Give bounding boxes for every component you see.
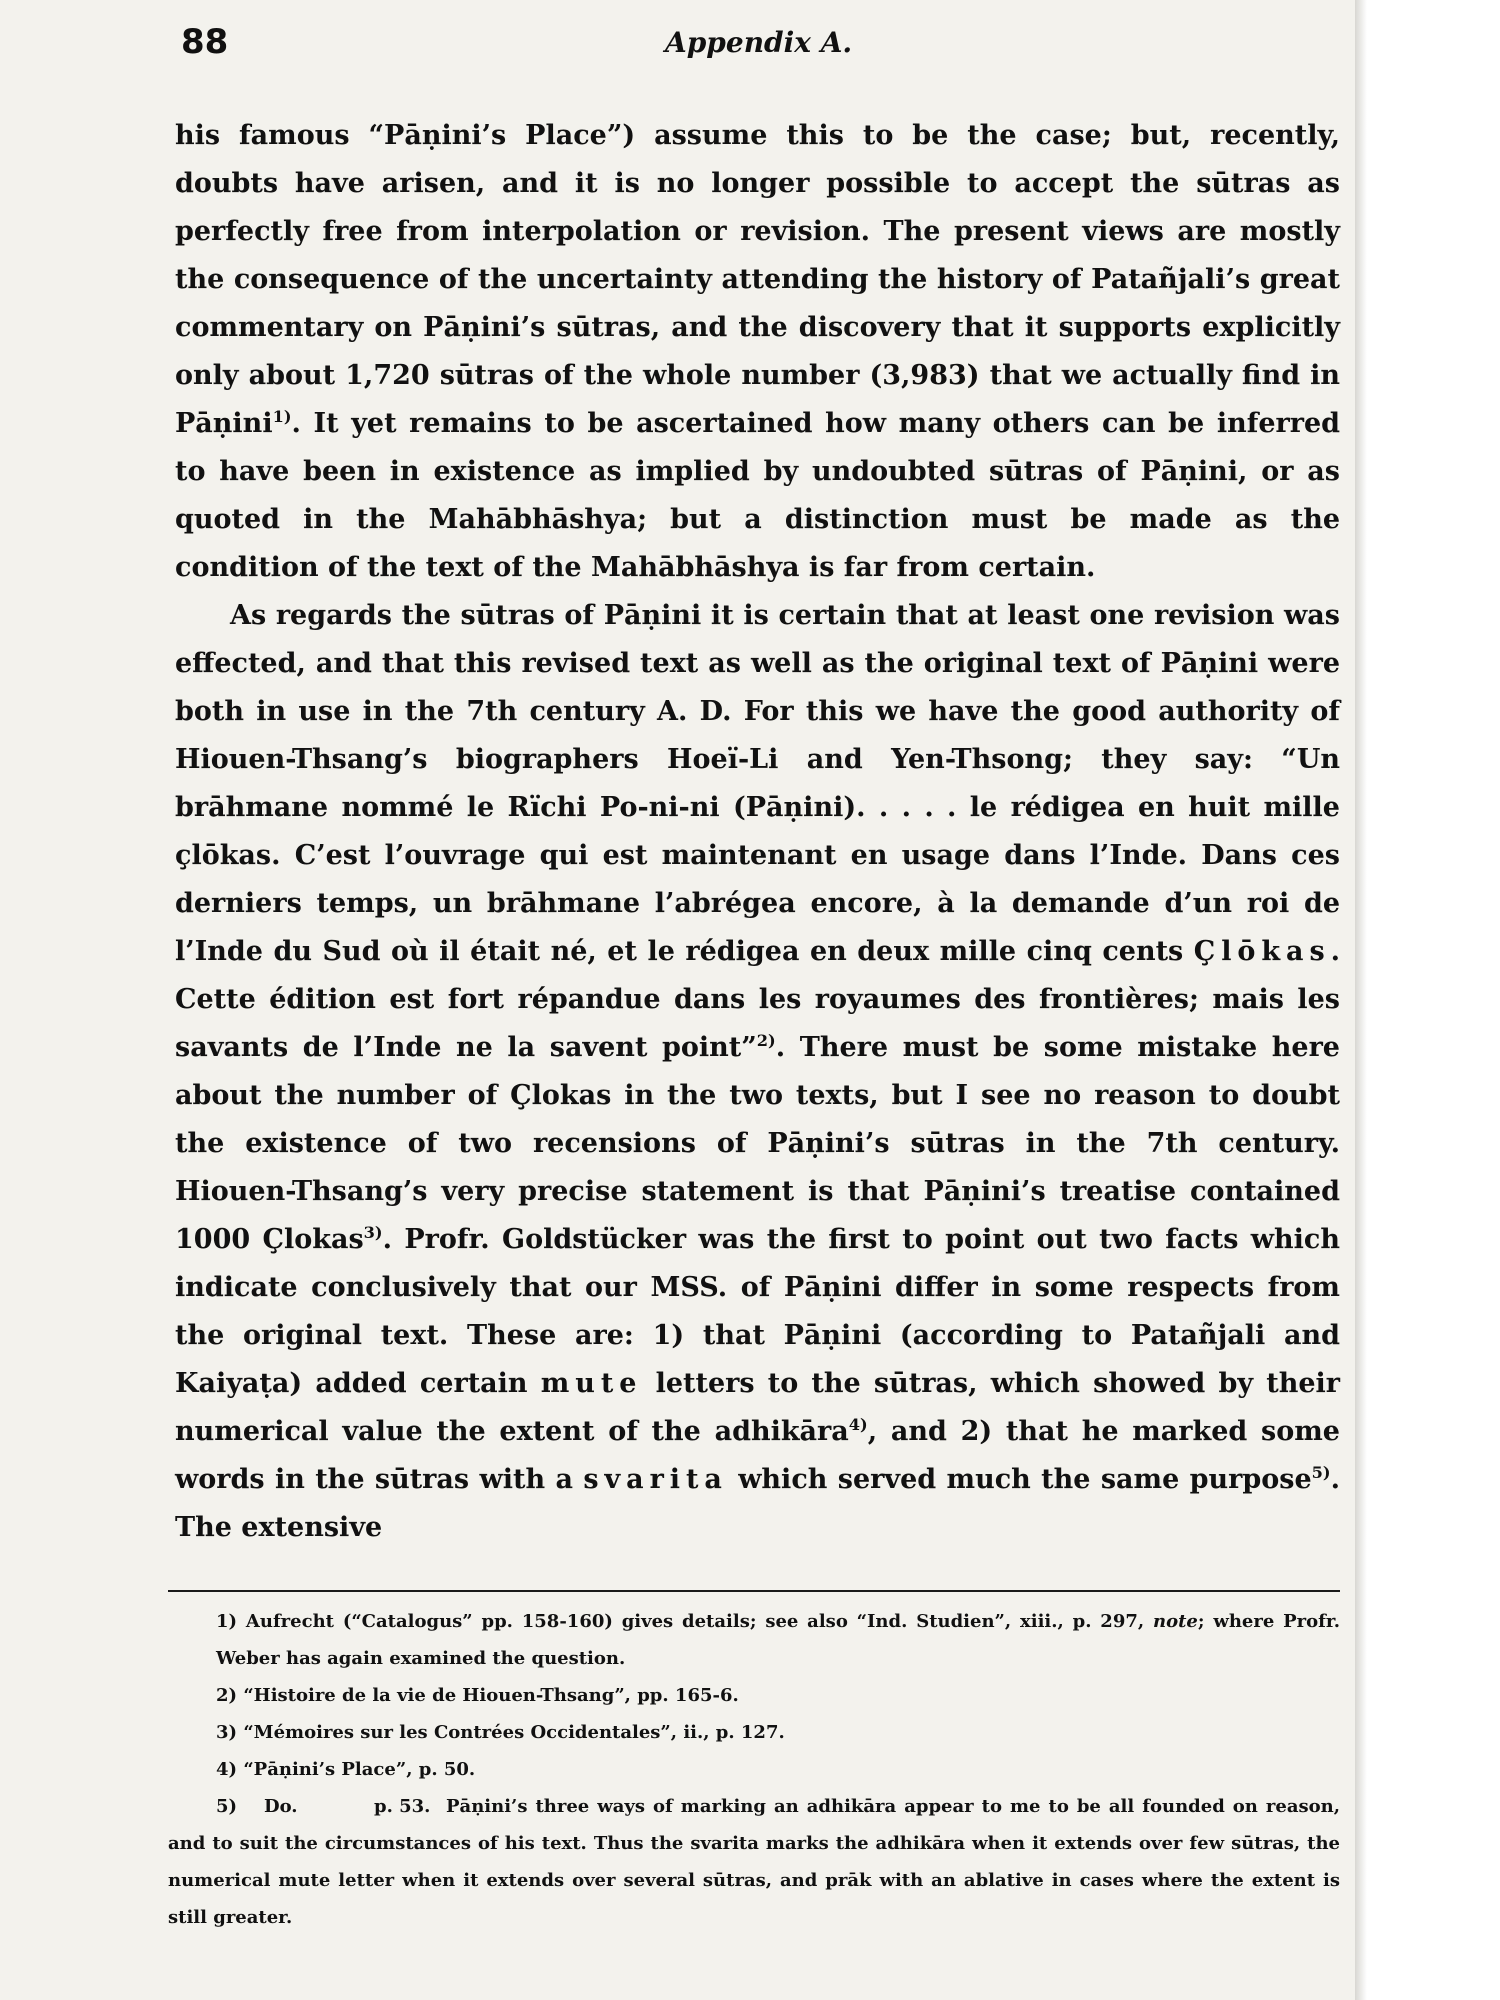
footnote-3-number: 3) bbox=[216, 1722, 238, 1743]
paragraph-2-text-g: which served much the same purpose bbox=[738, 1464, 1312, 1495]
footnote-rule bbox=[168, 1590, 1340, 1592]
paragraph-2-text-b: . Cette édition est fort répandue dans les royaumes des frontières; mais les savants de l’Inde ne la savent point” bbox=[175, 936, 1340, 1063]
footnote-2-text: “Histoire de la vie de Hiouen-Thsang”, pp. 165-6. bbox=[243, 1685, 739, 1706]
paragraph-2-text-f: , and 2) that he marked some words in the sūtras with a bbox=[175, 1416, 1340, 1495]
footnote-3 bbox=[168, 1714, 1340, 1751]
footnote-5-page: p. 53. bbox=[374, 1796, 431, 1817]
paragraph-2-text-d: . Profr. Goldstücker was the first to point out two facts which indicate conclusively that our MSS. of Pāṇini differ in some respects from the original text. These are: 1) that Pāṇini (according to Patañjali and Kaiyaṭa) added certain bbox=[175, 1224, 1340, 1399]
footnote-1-text-b: ; where Profr. Weber has again examined the question. bbox=[216, 1611, 1340, 1669]
footnote-1-text-a: Aufrecht (“Catalogus” pp. 158-160) gives details; see also “Ind. Studien”, xiii., p. 297, bbox=[245, 1611, 1145, 1632]
footnote-4 bbox=[168, 1751, 1340, 1788]
footnote-ref-5: 5) bbox=[1311, 1463, 1331, 1482]
footnote-ref-4: 4) bbox=[848, 1415, 868, 1434]
footnote-ref-3: 3) bbox=[363, 1223, 383, 1242]
footnote-5-ditto: Do. bbox=[264, 1796, 298, 1817]
footnote-ref-1: 1) bbox=[272, 407, 292, 426]
paragraph-1-text-b: . It yet remains to be ascertained how many others can be inferred to have been in existence as implied by undoubted sūtras of Pāṇini, or as quoted in the Mahābhāshya; but a distinction must be made as the condition of the text of the Mahābhāshya is far from certain. bbox=[175, 408, 1340, 583]
paragraph-1-text-a: his famous “Pāṇini’s Place”) assume this to be the case; but, recently, doubts have arisen, and it is no longer possible to accept the sūtras as perfectly free from interpolation or revision. The present views are mostly the consequence of the uncertainty attending the history of Patañjali’s great commentary on Pāṇini’s sūtras, and the discovery that it supports explicitly only about 1,720 sūtras of the whole number (3,983) that we actually find in Pāṇini bbox=[175, 120, 1340, 439]
footnotes bbox=[168, 1603, 1340, 1936]
paragraph-2-text-c: . There must be some mistake here about the number of Çlokas in the two texts, but I see no reason to doubt the existence of two recensions of Pāṇini’s sūtras in the 7th century. Hiouen-Thsang’s very precise statement is that Pāṇini’s treatise contained 1000 Çlokas bbox=[175, 1032, 1340, 1255]
footnote-1 bbox=[168, 1603, 1340, 1677]
footnote-ref-2: 2) bbox=[756, 1031, 776, 1050]
footnote-1-note-word: note bbox=[1153, 1611, 1198, 1632]
page-number: 88 bbox=[181, 22, 229, 62]
paragraph-2-text-h: . The extensive bbox=[175, 1464, 1341, 1543]
paragraph-2-text-e: letters to the sūtras, which showed by their numerical value the extent of the adhikāra bbox=[175, 1368, 1340, 1447]
main-text bbox=[175, 112, 1340, 1552]
paragraph-1 bbox=[175, 112, 1340, 592]
footnote-5-text: Pāṇini’s three ways of marking an adhikāra appear to me to be all founded on reason, and to suit the circumstances of his text. Thus the svarita marks the adhikāra when it extends over few sūtras, the numerical mute letter when it extends over several sūtras, and prāk with an ablative in cases where the extent is still greater. bbox=[168, 1796, 1340, 1928]
page-header bbox=[175, 22, 1335, 92]
running-title: Appendix A. bbox=[665, 26, 853, 59]
paragraph-2-text-a: As regards the sūtras of Pāṇini it is certain that at least one revision was effected, and that this revised text as well as the original text of Pāṇini were both in use in the 7th century A. D. For this we have the good authority of Hiouen-Thsang’s biographers Hoeï-Li and Yen-Thsong; they say: “Un brāhmane nommé le Rïchi Po-ni-ni (Pāṇini). . . . . le rédigea en huit mille çlōkas. C’est l’ouvrage qui est maintenant en usage dans l’Inde. Dans ces derniers temps, un brāhmane l’abrégea encore, à la demande d’un roi de l’Inde du Sud où il était né, et le rédigea en deux mille cinq cents bbox=[175, 600, 1340, 967]
paragraph-2 bbox=[175, 592, 1340, 1552]
footnote-5-number: 5) bbox=[216, 1796, 238, 1817]
page-edge-shadow bbox=[1355, 0, 1367, 2000]
footnote-5 bbox=[168, 1788, 1340, 1936]
footnote-3-text: “Mémoires sur les Contrées Occidentales”, ii., p. 127. bbox=[243, 1722, 785, 1743]
footnote-2-number: 2) bbox=[216, 1685, 238, 1706]
footnote-1-number: 1) bbox=[216, 1611, 238, 1632]
spaced-word-svarita: svarita bbox=[583, 1464, 728, 1495]
spaced-word-clokas: Çlōkas bbox=[1193, 936, 1331, 967]
footnote-4-text: “Pāṇini’s Place”, p. 50. bbox=[243, 1759, 476, 1780]
spaced-word-mute: mute bbox=[540, 1368, 643, 1399]
footnote-4-number: 4) bbox=[216, 1759, 238, 1780]
footnote-2 bbox=[168, 1677, 1340, 1714]
